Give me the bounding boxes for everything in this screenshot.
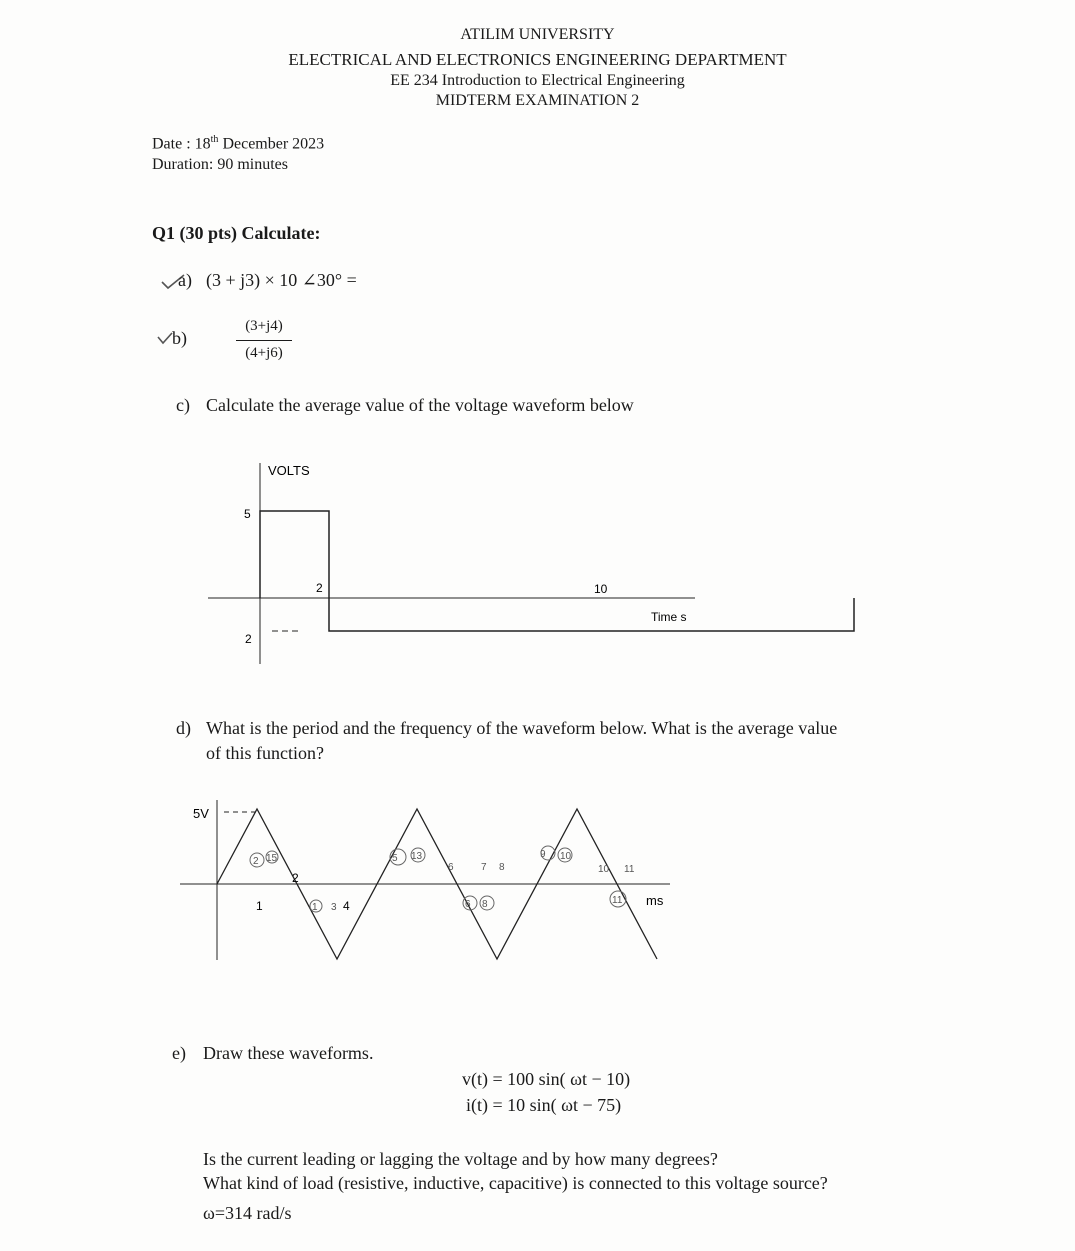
question-load-type: What kind of load (resistive, inductive, capacitive) is connected to this voltage source? [203, 1173, 828, 1193]
voltage-expression: v(t) = 100 sin( ωt − 10) [462, 1069, 631, 1089]
q1d-text-line1: What is the period and the frequency of the waveform below. What is the average value [206, 718, 838, 738]
q1c-label: c) [176, 395, 190, 415]
svg-text:10: 10 [598, 864, 610, 875]
svg-text:2: 2 [253, 856, 259, 867]
x-axis-label: ms [646, 893, 664, 908]
x-tick-label: 1 [256, 899, 263, 913]
svg-text:1: 1 [312, 902, 318, 913]
course-title: EE 234 Introduction to Electrical Engineering [390, 72, 685, 89]
q1-title: Q1 (30 pts) Calculate: [152, 223, 321, 243]
q1b-label: b) [172, 328, 187, 348]
omega-value: ω=314 rad/s [203, 1203, 292, 1223]
q1b-numerator: (3+j4) [245, 318, 283, 334]
q1e-text: Draw these waveforms. [203, 1043, 374, 1063]
q1d-label: d) [176, 718, 191, 738]
svg-text:15: 15 [266, 853, 278, 864]
y-tick-label: 2 [245, 632, 252, 646]
triangle-waveform-chart [0, 780, 1075, 980]
exam-title: MIDTERM EXAMINATION 2 [435, 92, 640, 109]
svg-text:9: 9 [540, 849, 546, 860]
q1a-expression: (3 + j3) × 10 ∠30° = [206, 270, 357, 290]
y-axis-label: 5V [193, 806, 209, 821]
svg-text:5: 5 [392, 853, 398, 864]
svg-text:8: 8 [499, 862, 505, 873]
svg-text:3: 3 [331, 902, 337, 913]
x-axis-label: Time s [651, 610, 687, 624]
svg-text:7: 7 [481, 862, 487, 873]
x-tick-label: 10 [594, 582, 608, 596]
x-tick-label: 2 [316, 581, 323, 595]
svg-text:6: 6 [448, 862, 454, 873]
exam-duration: Duration: 90 minutes [152, 156, 288, 173]
svg-text:8: 8 [482, 899, 488, 910]
waveform-trace [260, 511, 854, 631]
y-tick-label: 5 [244, 507, 251, 521]
question-leading-lagging: Is the current leading or lagging the voltage and by how many degrees? [203, 1149, 718, 1169]
q1d-text-line2: of this function? [206, 743, 324, 763]
department-name: ELECTRICAL AND ELECTRONICS ENGINEERING DEPARTMENT [288, 50, 787, 69]
q1b-denominator: (4+j6) [245, 345, 283, 361]
svg-text:13: 13 [411, 851, 423, 862]
x-tick-label: 2 [292, 871, 299, 885]
x-tick-label: 4 [343, 899, 350, 913]
q1a-label: a) [178, 270, 192, 290]
y-axis-label: VOLTS [268, 463, 310, 478]
svg-text:10: 10 [560, 851, 572, 862]
svg-text:6: 6 [465, 899, 471, 910]
q1e-label: e) [172, 1043, 186, 1063]
university-name: ATILIM UNIVERSITY [460, 26, 615, 43]
q1c-text: Calculate the average value of the voltage waveform below [206, 395, 634, 415]
exam-date: Date : 18th December 2023 [152, 134, 325, 153]
current-expression: i(t) = 10 sin( ωt − 75) [466, 1095, 622, 1115]
svg-text:11: 11 [612, 895, 623, 906]
svg-text:11: 11 [624, 864, 635, 875]
